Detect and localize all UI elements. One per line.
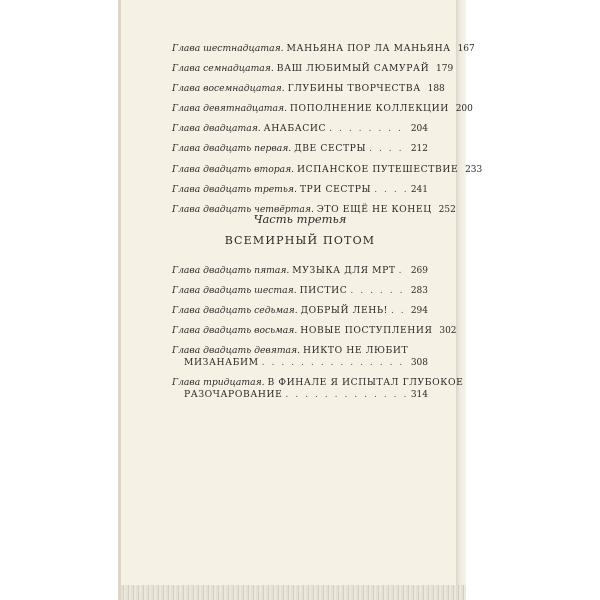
toc-list-part-two [172, 43, 483, 224]
chapter-title: НИКТО НЕ ЛЮБИТ [302, 345, 409, 357]
page-number: 283 [410, 286, 428, 297]
page-number: 204 [410, 124, 428, 135]
part-label: Часть третья [253, 212, 347, 226]
chapter-number: Глава двадцать третья. [172, 183, 297, 195]
chapter-number: Глава двадцатая. [172, 123, 261, 135]
page-number: 212 [410, 144, 428, 155]
chapter-title: ТРИ СЕСТРЫ [299, 183, 372, 195]
page-number: 233 [465, 164, 483, 175]
page-edge [456, 0, 466, 600]
toc-entry [172, 103, 473, 115]
toc-entry [172, 43, 475, 55]
leader-dots [262, 357, 407, 369]
chapter-title: МАНЬЯНА ПОР ЛА МАНЬЯНА [286, 43, 451, 54]
toc-list-part-three [172, 265, 464, 410]
chapter-number: Глава двадцать шестая. [172, 285, 297, 297]
chapter-number: Глава двадцать вторая. [172, 163, 295, 175]
page-number: 294 [410, 306, 428, 317]
toc-entry [172, 163, 483, 176]
leader-dots [329, 123, 407, 135]
toc-entry [172, 285, 428, 297]
chapter-number: Глава тридцатая. [172, 377, 265, 389]
chapter-title: ПОПОЛНЕНИЕ КОЛЛЕКЦИИ [289, 103, 449, 115]
chapter-title: ПИСТИС [299, 285, 348, 297]
chapter-title-continuation: МИЗАНАБИМ [184, 357, 259, 369]
toc-entry [172, 83, 445, 95]
chapter-number: Глава семнадцатая. [172, 63, 274, 75]
toc-entry [172, 143, 428, 155]
leader-dots [369, 143, 407, 155]
chapter-number: Глава девятнадцатая. [172, 103, 287, 115]
page-number: 179 [436, 64, 454, 75]
page-number: 188 [427, 84, 445, 95]
leader-dots [285, 389, 407, 401]
chapter-title: МУЗЫКА ДЛЯ МРТ [292, 265, 396, 276]
chapter-number: Глава двадцать седьмая. [172, 305, 298, 317]
chapter-number: Глава восемнадцатая. [172, 83, 285, 95]
toc-entry [172, 123, 428, 135]
toc-entry [172, 184, 428, 196]
chapter-title: ВАШ ЛЮБИМЫЙ САМУРАЙ [276, 63, 430, 75]
toc-entry [172, 325, 457, 337]
leader-dots [391, 305, 407, 317]
page-number: 314 [410, 390, 428, 401]
chapter-number: Глава двадцать первая. [172, 143, 292, 155]
page-number: 200 [455, 104, 473, 115]
page-number: 302 [439, 326, 457, 337]
part-title: ВСЕМИРНЫЙ ПОТОМ [224, 234, 376, 247]
page-number: 308 [410, 358, 428, 369]
toc-entry [172, 63, 454, 75]
chapter-number: Глава двадцать девятая. [172, 345, 301, 357]
chapter-title: В ФИНАЛЕ Я ИСПЫТАЛ ГЛУБОКОЕ [267, 377, 464, 389]
chapter-title: ИСПАНСКОЕ ПУТЕШЕСТВИЕ [297, 163, 459, 175]
toc-entry [172, 345, 428, 369]
page-number: 269 [410, 266, 428, 276]
chapter-number: Глава двадцать восьмая. [172, 325, 298, 337]
page-number: 167 [457, 44, 475, 54]
toc-entry [172, 265, 428, 277]
page-number: 241 [410, 184, 428, 195]
leader-dots [374, 184, 407, 196]
chapter-title: ЭТО ЕЩЁ НЕ КОНЕЦ [316, 203, 432, 215]
leader-dots [350, 285, 407, 297]
chapter-title: ДОБРЫЙ ЛЕНЬ! [300, 305, 388, 317]
page-bottom-edge [121, 585, 466, 600]
chapter-title: ГЛУБИНЫ ТВОРЧЕСТВА [287, 83, 421, 95]
chapter-number: Глава двадцать четвёртая. [172, 203, 314, 215]
chapter-number: Глава шестнадцатая. [172, 43, 284, 54]
chapter-title-continuation: РАЗОЧАРОВАНИЕ [184, 389, 283, 401]
chapter-title: ДВЕ СЕСТРЫ [294, 143, 367, 155]
page-number: 252 [438, 204, 456, 215]
chapter-number: Глава двадцать пятая. [172, 265, 290, 276]
chapter-title: НОВЫЕ ПОСТУПЛЕНИЯ [300, 325, 433, 337]
toc-entry [172, 305, 428, 317]
toc-entry [172, 377, 464, 401]
leader-dots [399, 265, 407, 277]
chapter-title: АНАБАСИС [263, 123, 327, 135]
